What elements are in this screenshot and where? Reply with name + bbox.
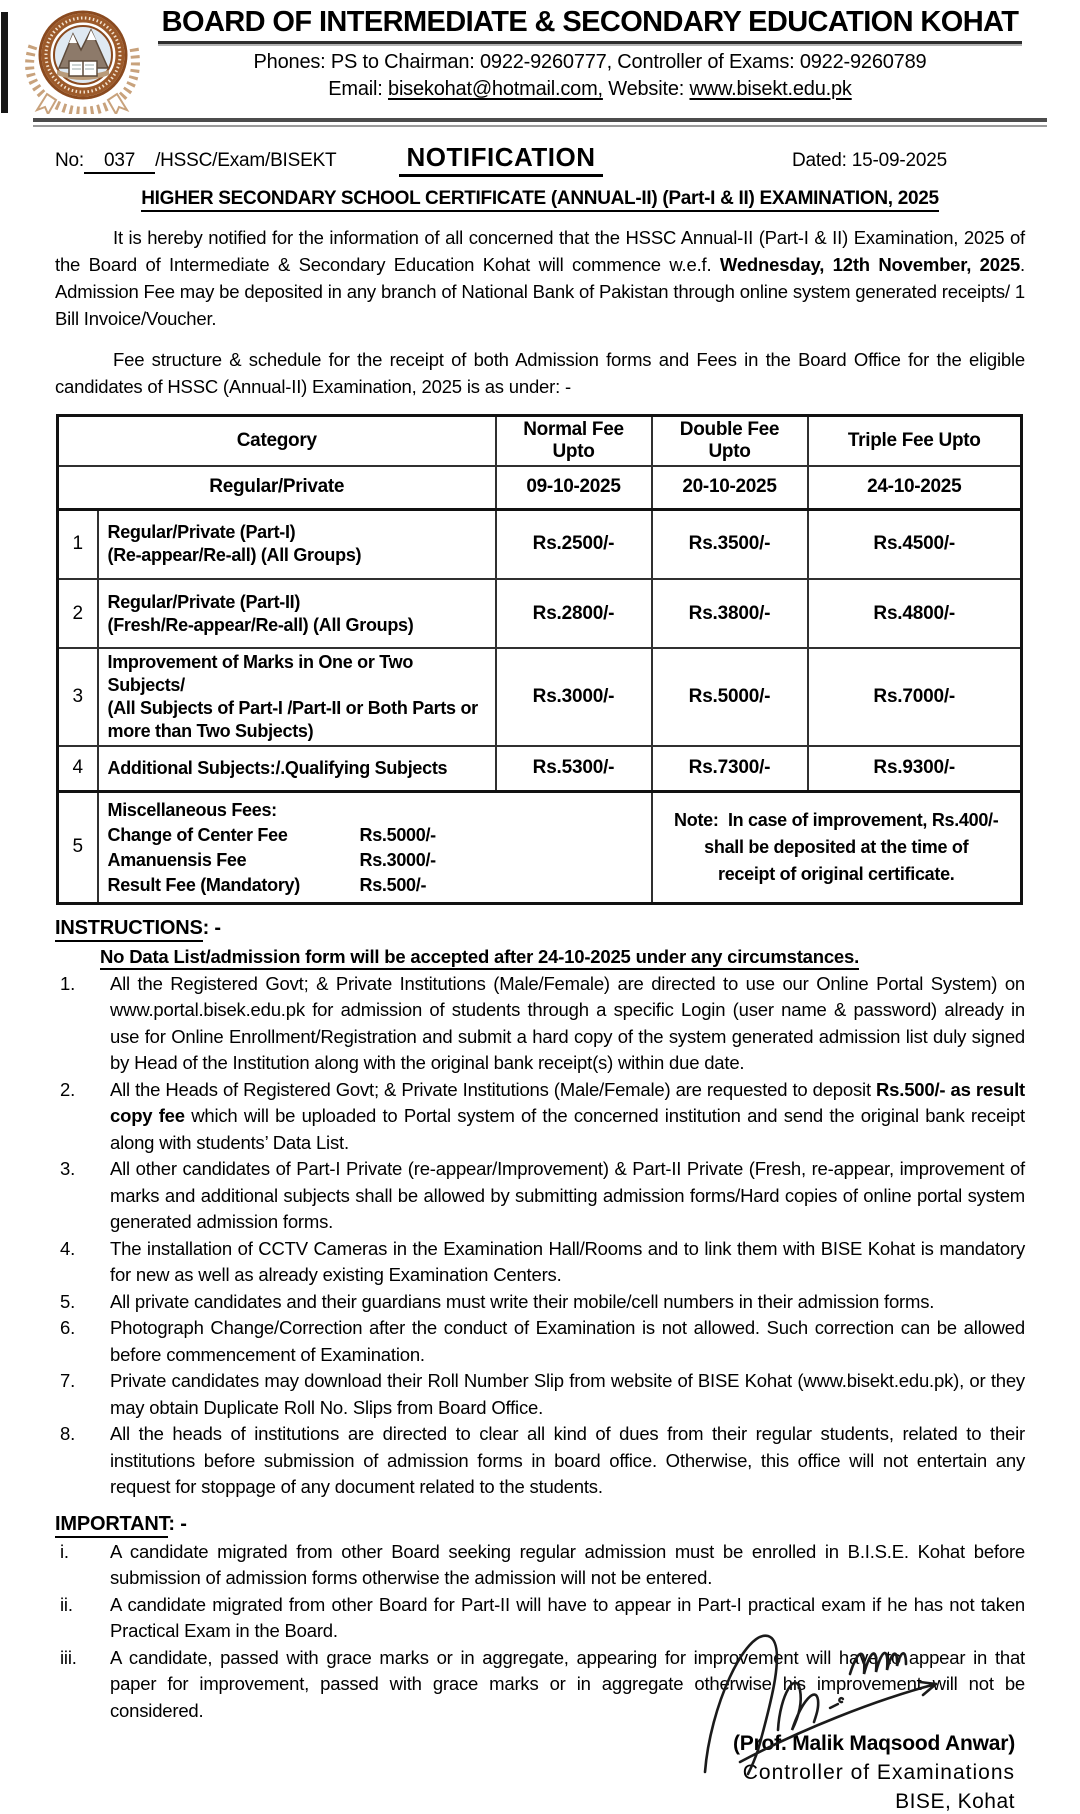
row-serial: 5 — [58, 791, 98, 903]
table-row — [58, 509, 1022, 579]
email-label: Email: — [328, 78, 383, 100]
item-number: i. — [60, 1540, 69, 1562]
row-category — [98, 746, 496, 791]
board-name-wrap — [155, 6, 1025, 44]
table-row — [58, 579, 1022, 648]
important-item — [55, 1539, 1025, 1592]
category-line: (All Subjects of Part-I /Part-II or Both Parts or — [107, 698, 478, 718]
col-header-triple-fee: Triple Fee Upto — [808, 416, 1022, 467]
misc-fee-name: Change of Center Fee — [107, 824, 288, 845]
row-category — [98, 579, 496, 648]
fee-schedule-table — [56, 414, 1023, 905]
col-header-double-fee: Double Fee Upto — [652, 416, 808, 467]
item-number: 6. — [60, 1317, 76, 1338]
misc-fee-item — [108, 873, 647, 898]
misc-fees-cell — [98, 791, 652, 903]
commence-date: Wednesday, 12th November, 2025 — [719, 254, 1021, 275]
subheader-normal-date: 09-10-2025 — [496, 466, 652, 509]
table-row — [58, 746, 1022, 791]
instruction-item — [55, 1315, 1025, 1368]
item-number: 7. — [60, 1370, 76, 1391]
note-text: In case of improvement, Rs.400/- — [727, 809, 999, 830]
note-line: receipt of original certificate. — [718, 863, 955, 884]
misc-fee-amount: Rs.3000/- — [359, 849, 436, 870]
scan-edge-artifact — [1, 12, 8, 113]
row-serial: 1 — [58, 509, 98, 579]
improvement-note-cell — [652, 791, 1022, 903]
category-line: (Fresh/Re-appear/Re-all) (All Groups) — [107, 614, 414, 635]
document-header — [55, 6, 1025, 112]
signatory-role: Controller of Examinations — [742, 1761, 1015, 1784]
row-serial: 4 — [58, 746, 98, 791]
header-divider-rule — [33, 118, 1047, 127]
item-number: 4. — [60, 1237, 76, 1259]
item-text: A candidate migrated from other Board for Part-II will have to appear in Part-I practical exam if he has not taken Practical Exam in the Board. — [110, 1593, 1025, 1641]
normal-fee-value: Rs.3000/- — [496, 648, 652, 746]
result-copy-fee: Rs.500/- as result copy fee — [110, 1078, 1025, 1126]
item-text: All other candidates of Part-I Private (re-appear/Improvement) & Part-II Private (Fresh, re-appear, improvement of marks and additional subjects shall be allowed by submitting admission forms/Hard copies of online portal system generated admission forms. — [110, 1158, 1025, 1232]
subject-heading — [55, 188, 1025, 210]
triple-fee-value: Rs.4500/- — [808, 509, 1022, 579]
normal-fee-value: Rs.2500/- — [496, 509, 652, 579]
intro-pre: It is hereby notified for the information of all concerned that the HSSC Annual-II (Part-I & II) Examination, 2025 of the Board of Intermediate & Secondary Education Kohat will commence w.e.f. — [55, 227, 1025, 275]
item-text: All the heads of institutions are directed to clear all kind of dues from their regular students, related to their institutions before submission of admission forms in board office. Otherwise, this office will not entertain any request for stoppage of any document related to the students. — [110, 1423, 1025, 1497]
item-text: All private candidates and their guardians must write their mobile/cell numbers in their admission forms. — [110, 1290, 935, 1312]
website-address: www.bisekt.edu.pk — [689, 78, 852, 100]
item-text: All the Registered Govt; & Private Institutions (Male/Female) are directed to use our Online Portal System) on www.portal.bisek.edu.pk for admission of students through a specific Login (user name & password) already in use for Online Enrollment/Registration and submit a hard copy of the system generated admission list duly signed by Head of the Institution along with the original bank receipt(s) within due date. — [110, 972, 1025, 1073]
note-label: Note: — [674, 809, 719, 830]
table-header-row — [58, 416, 1022, 467]
misc-fee-item — [108, 823, 647, 848]
notification-title: NOTIFICATION — [399, 142, 604, 177]
triple-fee-value: Rs.9300/- — [808, 746, 1022, 791]
reference-number — [55, 150, 399, 174]
header-text-block — [155, 6, 1025, 101]
ref-no-suffix: /HSSC/Exam/BISEKT — [155, 150, 337, 171]
triple-fee-value: Rs.4800/- — [808, 579, 1022, 648]
misc-fees-title: Miscellaneous Fees: — [107, 799, 277, 820]
misc-fees-row — [58, 791, 1022, 903]
deadline-warning-text: No Data List/admission form will be accepted after 24-10-2025 under any circumstances. — [100, 946, 859, 970]
item-text-pre: All the Heads of Registered Govt; & Private Institutions (Male/Female) are requested to deposit — [110, 1078, 877, 1100]
important-heading — [55, 1513, 1025, 1536]
row-serial: 2 — [58, 579, 98, 648]
important-heading-suffix: : - — [168, 1512, 187, 1535]
item-text: A candidate, passed with grace marks or in aggregate, appearing for improvement will have to appear in that paper for improvement, passed with grace marks or in aggregate otherwise his improvement will not be considered. — [110, 1646, 1025, 1721]
row-category — [98, 648, 496, 746]
intro-paragraph — [55, 224, 1025, 332]
signatory-org: BISE, Kohat — [895, 1790, 1015, 1813]
note-line: shall be deposited at the time of — [704, 836, 969, 857]
item-number: ii. — [60, 1593, 73, 1615]
item-number: 8. — [60, 1423, 76, 1444]
board-name-title: BOARD OF INTERMEDIATE & SECONDARY EDUCATION KOHAT — [158, 6, 1023, 44]
misc-fee-name: Amanuensis Fee — [107, 849, 247, 870]
email-website-line — [155, 78, 1025, 101]
instruction-item — [55, 1368, 1025, 1421]
subject-text: HIGHER SECONDARY SCHOOL CERTIFICATE (ANNUAL-II) (Part-I & II) EXAMINATION, 2025 — [141, 188, 939, 212]
website-label: Website: — [608, 78, 685, 100]
instruction-item — [55, 1421, 1025, 1501]
row-category — [98, 509, 496, 579]
item-number: 3. — [60, 1158, 76, 1179]
col-header-normal-fee: Normal Fee Upto — [496, 416, 652, 467]
instruction-item — [55, 971, 1025, 1077]
subheader-regular-private: Regular/Private — [58, 466, 496, 509]
category-line: Additional Subjects:/.Qualifying Subjects — [107, 757, 448, 778]
email-address: bisekohat@hotmail.com, — [388, 78, 603, 100]
normal-fee-value: Rs.5300/- — [496, 746, 652, 791]
category-line: Regular/Private (Part-II) — [107, 591, 301, 612]
signatory-name: (Prof. Malik Maqsood Anwar) — [732, 1732, 1015, 1755]
table-row — [58, 648, 1022, 746]
instructions-list — [55, 971, 1025, 1501]
misc-fee-amount: Rs.500/- — [359, 874, 427, 895]
deadline-warning — [100, 946, 1025, 968]
board-seal-logo — [17, 6, 151, 119]
dated-label: Dated: 15-09-2025 — [791, 150, 948, 171]
table-subheader-row — [58, 466, 1022, 509]
phones-line: Phones: PS to Chairman: 0922-9260777, Controller of Exams: 0922-9260789 — [253, 51, 927, 73]
item-text: A candidate migrated from other Board seeking regular admission must be enrolled in B.I.S.E. Kohat before submission of admission forms otherwise the admission will not be entered. — [110, 1540, 1025, 1588]
note-line — [667, 807, 1007, 834]
subheader-triple-date: 24-10-2025 — [808, 466, 1022, 509]
signature-block — [55, 1732, 1025, 1814]
item-text: Photograph Change/Correction after the conduct of Examination is not allowed. Such correction can be allowed before commencement of Examination. — [110, 1317, 1025, 1365]
double-fee-value: Rs.5000/- — [652, 648, 808, 746]
important-item — [55, 1592, 1025, 1645]
important-list — [55, 1539, 1025, 1725]
misc-fee-name: Result Fee (Mandatory) — [107, 874, 300, 895]
col-header-category: Category — [58, 416, 496, 467]
triple-fee-value: Rs.7000/- — [808, 648, 1022, 746]
item-text — [110, 1077, 1025, 1157]
item-text-post: which will be uploaded to Portal system of the concerned institution and send the original bank receipt along with students’ Data List. — [110, 1105, 1025, 1153]
instruction-item — [55, 1077, 1025, 1157]
important-item — [55, 1645, 1025, 1725]
item-number: 2. — [60, 1078, 76, 1100]
instruction-item — [55, 1236, 1025, 1289]
double-fee-value: Rs.3800/- — [652, 579, 808, 648]
item-text: Private candidates may download their Roll Number Slip from website of BISE Kohat (www.bisekt.edu.pk), or they may obtain Duplicate Roll No. Slips from Board Office. — [110, 1370, 1025, 1418]
instructions-heading — [55, 917, 1025, 940]
double-fee-value: Rs.3500/- — [652, 509, 808, 579]
ref-no-label: No: — [55, 150, 84, 171]
category-line: Regular/Private (Part-I) — [107, 522, 296, 543]
intro-post: . Admission Fee may be deposited in any branch of National Bank of Pakistan through online system generated receipts/ 1 Bill Invoice/Voucher. — [55, 254, 1025, 329]
category-line: more than Two Subjects) — [107, 721, 314, 741]
misc-fee-item — [108, 848, 647, 873]
important-heading-text: IMPORTANT — [55, 1513, 168, 1538]
category-line: (Re-appear/Re-all) (All Groups) — [107, 545, 362, 566]
item-text: The installation of CCTV Cameras in the Examination Hall/Rooms and to link them with BISE Kohat is mandatory for new as well as already existing Examination Centers. — [110, 1237, 1025, 1285]
instruction-item — [55, 1156, 1025, 1236]
category-line: Improvement of Marks in One or Two Subjects/ — [107, 652, 414, 695]
double-fee-value: Rs.7300/- — [652, 746, 808, 791]
instructions-heading-suffix: : - — [202, 916, 221, 939]
row-serial: 3 — [58, 648, 98, 746]
subheader-double-date: 20-10-2025 — [652, 466, 808, 509]
item-number: 1. — [60, 972, 76, 994]
reference-line — [55, 142, 1025, 177]
item-number: iii. — [60, 1646, 77, 1668]
misc-fee-amount: Rs.5000/- — [359, 824, 436, 845]
ref-no-value: 037 — [84, 150, 155, 174]
instructions-heading-text: INSTRUCTIONS — [55, 917, 203, 942]
normal-fee-value: Rs.2800/- — [496, 579, 652, 648]
fee-structure-paragraph: Fee structure & schedule for the receipt of both Admission forms and Fees in the Board Office for the eligible candidates of HSSC (Annual-II) Examination, 2025 is as under: - — [55, 349, 1025, 397]
instruction-item — [55, 1289, 1025, 1316]
item-number: 5. — [60, 1290, 76, 1312]
